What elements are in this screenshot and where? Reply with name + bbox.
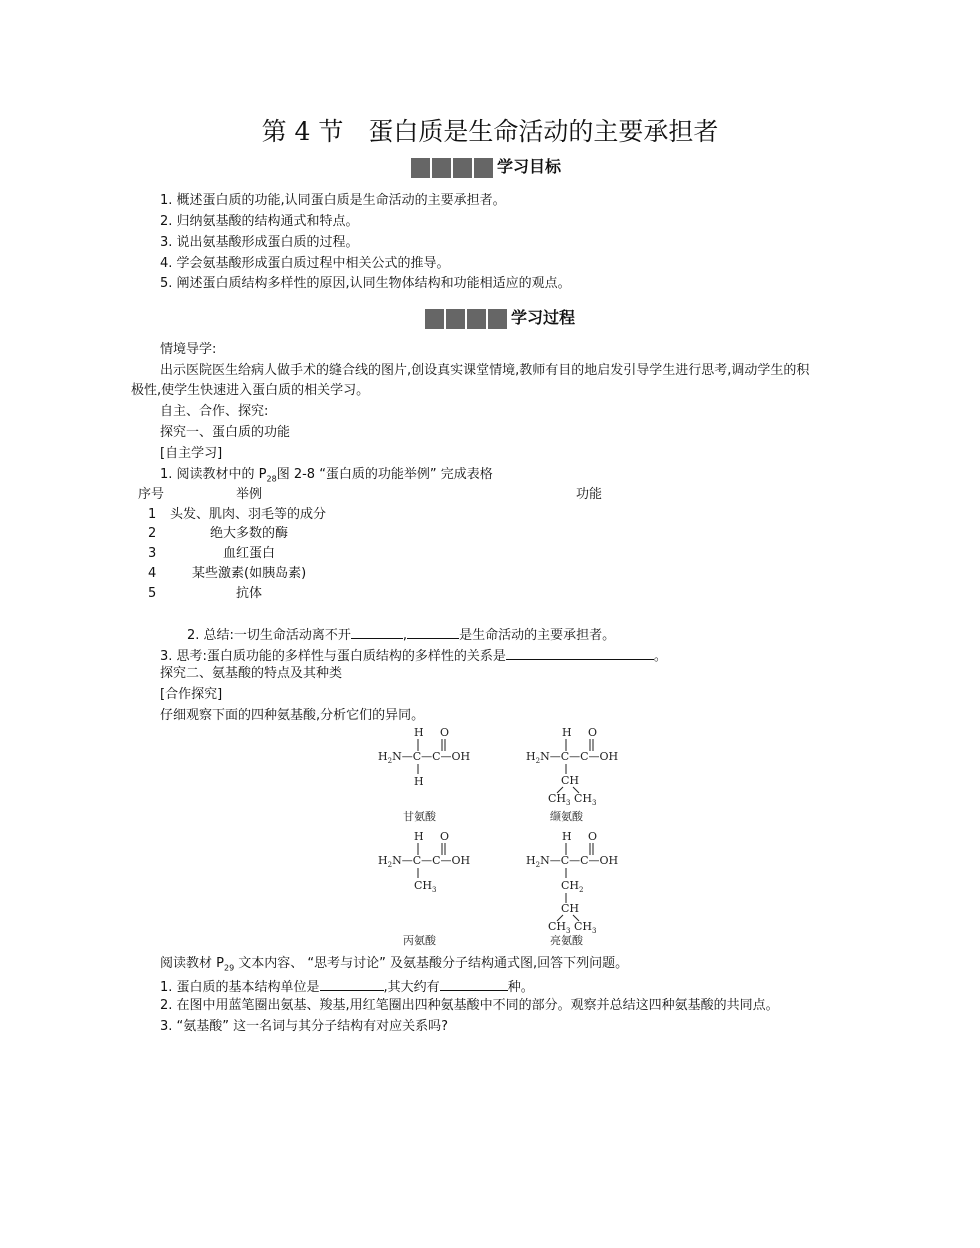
table-header-example: 举例: [236, 487, 263, 502]
answer-blank[interactable]: [320, 976, 384, 991]
answer-blank[interactable]: [407, 624, 459, 639]
goal-item: 3. 说出氨基酸形成蛋白质的过程。: [160, 235, 359, 250]
amino-acid-name: 亮氨酸: [550, 934, 583, 947]
table-row-num: 4: [148, 566, 157, 581]
valine-structure: [526, 726, 618, 823]
q2-text-post: 是生命活动的主要承担者。: [459, 628, 616, 643]
svg-text:CH3 CH3: $CH_3$ $CH_3$: [548, 920, 597, 935]
leucine-structure: [526, 830, 618, 947]
amino-acid-name: 丙氨酸: [403, 934, 436, 947]
q3-text: 3. 思考:蛋白质功能的多样性与蛋白质结构的多样性的关系是: [160, 649, 506, 664]
answer-question-3: 3. “氨基酸” 这一名词与其分子结构有对应关系吗?: [160, 1019, 449, 1034]
heading-bar-decoration: [425, 308, 509, 329]
amino-acid-structures: [370, 722, 650, 952]
svg-text:H: H: [414, 830, 424, 843]
answer-blank[interactable]: [506, 645, 654, 660]
svg-text:H2N—C—C—OH: $H_2N—C—C—OH$: [378, 854, 471, 869]
svg-text:CH: CH: [561, 902, 580, 915]
amino-acid-name: 缬氨酸: [550, 810, 583, 823]
read-page-sub: 29: [223, 963, 235, 973]
svg-text:O: O: [588, 830, 598, 843]
table-row-num: 5: [148, 586, 157, 601]
table-header-num: 序号: [138, 487, 165, 502]
table-row-example: 头发、肌肉、羽毛等的成分: [170, 507, 327, 522]
goal-item: 2. 归纳氨基酸的结构通式和特点。: [160, 214, 359, 229]
a1-text-post: 种。: [507, 980, 534, 995]
table-row-num: 3: [148, 546, 157, 561]
svg-text:CH: CH: [561, 774, 580, 787]
goals-heading: [411, 154, 561, 178]
svg-text:O: O: [440, 726, 450, 739]
table-row-example: 血红蛋白: [223, 546, 276, 561]
page-title: 第 4 节 蛋白质是生命活动的主要承担者: [261, 117, 719, 146]
observe-instruction: 仔细观察下面的四种氨基酸,分析它们的异同。: [160, 708, 425, 723]
intro-label: 情境导学:: [160, 342, 217, 357]
process-heading: [425, 305, 575, 329]
goal-item: 4. 学会氨基酸形成蛋白质过程中相关公式的推导。: [160, 256, 450, 271]
svg-text:CH3: $CH_3$: [414, 879, 437, 894]
svg-text:O: O: [588, 726, 598, 739]
process-heading-text: 学习过程: [511, 308, 576, 327]
goals-heading-text: 学习目标: [497, 157, 562, 176]
table-row-example: 绝大多数的酶: [210, 526, 289, 541]
section-label: 自主、合作、探究:: [160, 404, 269, 419]
answer-blank[interactable]: [440, 976, 508, 991]
q2-text: 2. 总结:一切生命活动离不开: [187, 628, 351, 643]
answer-question-1: [160, 976, 534, 997]
svg-text:H: H: [562, 830, 572, 843]
goal-item: 5. 阐述蛋白质结构多样性的原因,认同生物体结构和功能相适应的观点。: [160, 276, 571, 291]
a1-text: 1. 蛋白质的基本结构单位是: [160, 980, 320, 995]
table-row-example: 某些激素(如胰岛素): [192, 566, 307, 581]
svg-text:H2N—C—C—OH: $H_2N—C—C—OH$: [526, 854, 619, 869]
svg-text:H2N—C—C—OH: $H_2N—C—C—OH$: [526, 750, 619, 765]
q1-page-sub: 28: [266, 474, 277, 484]
amino-acid-name: 甘氨酸: [403, 810, 436, 823]
q1-text-post: 图 2-8 “蛋白质的功能举例” 完成表格: [276, 467, 493, 482]
question-1: [160, 466, 493, 489]
svg-text:O: O: [440, 830, 450, 843]
q2-comma: ,: [402, 628, 408, 643]
heading-bar-decoration: [411, 157, 495, 178]
explore-two-heading: 探究二、氨基酸的特点及其种类: [160, 666, 343, 681]
a1-text-mid: ,其大约有: [383, 980, 440, 995]
svg-text:H: H: [562, 726, 572, 739]
q3-period: 。: [653, 649, 667, 664]
goal-item: 1. 概述蛋白质的功能,认同蛋白质是生命活动的主要承担者。: [160, 193, 506, 208]
coop-label: [合作探究]: [160, 687, 223, 702]
q1-text: 1. 阅读教材中的 P: [160, 467, 267, 482]
question-3: [160, 645, 667, 666]
question-2: [187, 624, 615, 645]
table-header-function: 功能: [576, 487, 603, 502]
intro-text: 出示医院医生给病人做手术的缝合线的图片,创设真实课堂情境,教师有目的地启发引导学生进行思考,调动学生的积: [160, 363, 810, 378]
intro-text-cont: 极性,使学生快速进入蛋白质的相关学习。: [131, 383, 370, 398]
self-study-label: [自主学习]: [160, 446, 223, 461]
reading-instruction: [160, 955, 628, 978]
answer-question-2: 2. 在图中用蓝笔圈出氨基、羧基,用红笔圈出四种氨基酸中不同的部分。观察并总结这四种氨基酸的共同点。: [160, 998, 779, 1013]
glycine-structure: [378, 726, 470, 823]
svg-text:H: H: [414, 775, 424, 788]
read-text-post: 文本内容、 “思考与讨论” 及氨基酸分子结构通式图,回答下列问题。: [234, 956, 629, 971]
table-row-example: 抗体: [236, 586, 263, 601]
table-row-num: 1: [148, 507, 157, 522]
svg-text:H: H: [414, 726, 424, 739]
explore-one-heading: 探究一、蛋白质的功能: [160, 425, 291, 440]
table-row-num: 2: [148, 526, 157, 541]
svg-text:H2N—C—C—OH: $H_2N—C—C—OH$: [378, 750, 471, 765]
svg-text:CH2: $CH_2$: [561, 879, 584, 894]
svg-text:CH3 CH3: $CH_3$ $CH_3$: [548, 792, 597, 807]
read-text: 阅读教材 P: [160, 956, 224, 971]
answer-blank[interactable]: [351, 624, 403, 639]
alanine-structure: [378, 830, 470, 947]
